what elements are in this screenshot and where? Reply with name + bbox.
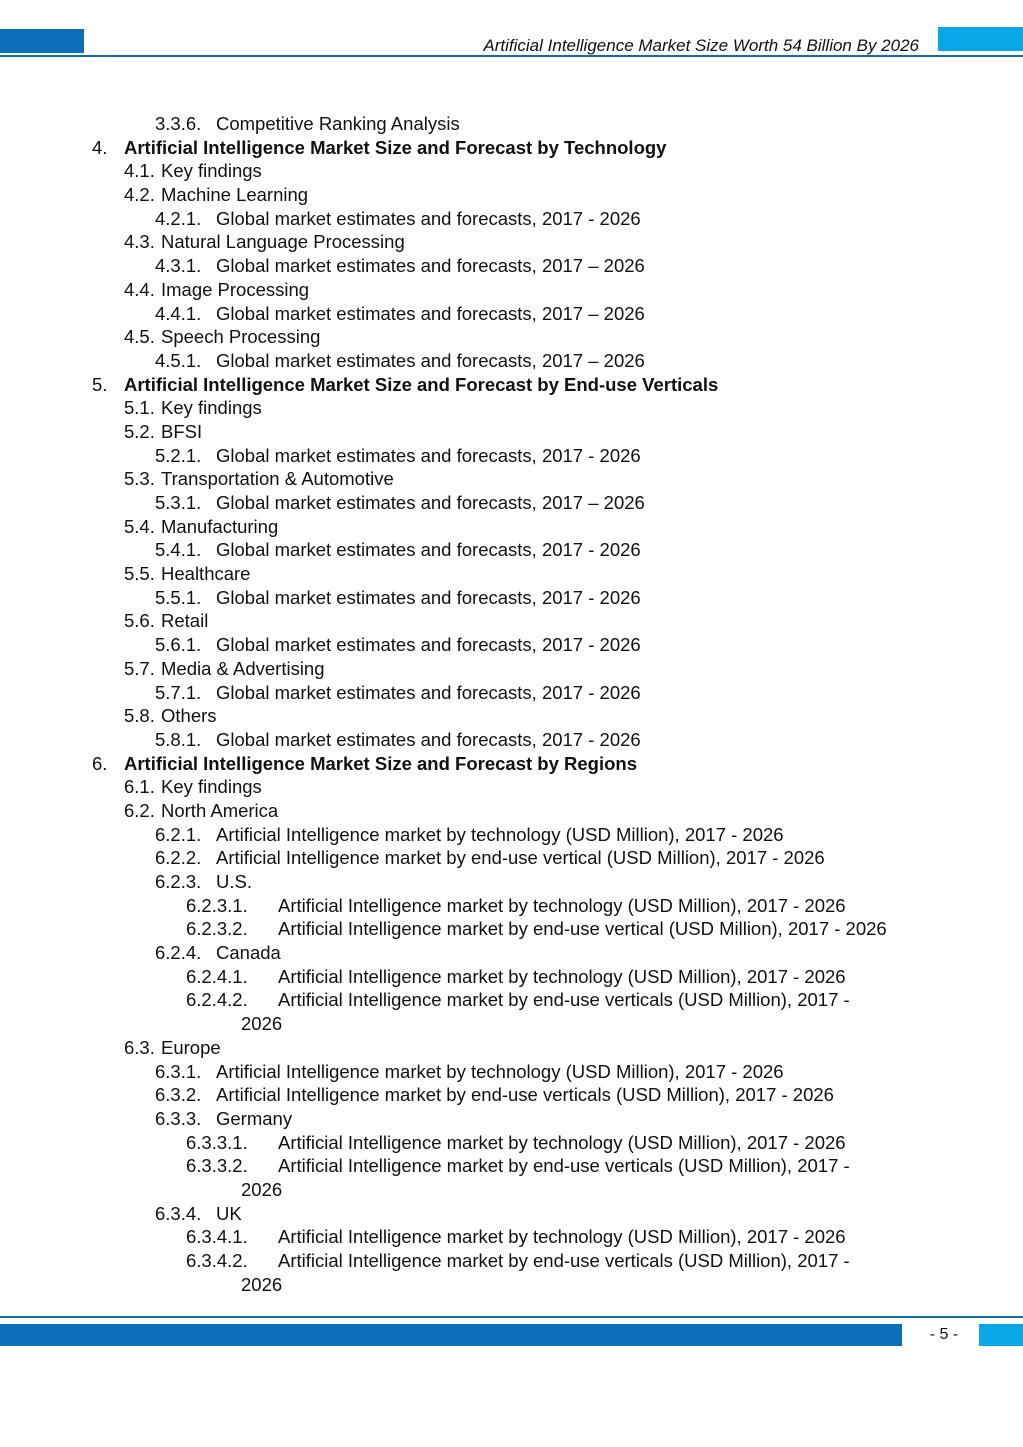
- toc-entry-text: Europe: [161, 1036, 221, 1058]
- toc-entry-text: Retail: [161, 610, 209, 632]
- toc-entry: [0, 159, 1023, 183]
- toc-entry: [0, 230, 1023, 254]
- toc-entry: [0, 278, 1023, 302]
- toc-entry-text: Healthcare: [161, 563, 251, 585]
- toc-entry: [0, 609, 1023, 633]
- page-number: - 5 -: [929, 1326, 959, 1343]
- toc-entry-number: 6.2.3.: [155, 871, 202, 892]
- toc-entry: [0, 302, 1023, 326]
- toc-entry: [0, 870, 1023, 894]
- toc-entry: [0, 254, 1023, 278]
- toc-entry: [0, 775, 1023, 799]
- toc-entry-number: 4.: [92, 136, 108, 158]
- toc-entry: [0, 207, 1023, 231]
- toc-entry-text: Germany: [216, 1107, 293, 1129]
- toc-entry-number: 6.3.: [124, 1036, 155, 1058]
- toc-entry-number: 6.2.3.1.: [186, 894, 248, 916]
- toc-entry: [0, 681, 1023, 705]
- toc-entry: [0, 965, 1023, 989]
- toc-entry-number: 5.6.1.: [155, 634, 202, 656]
- toc-entry-text: 2026: [241, 1013, 283, 1035]
- toc-entry-text: Artificial Intelligence market by technology (USD Million), 2017 - 2026: [278, 1226, 846, 1248]
- table-of-contents: [0, 112, 1023, 1296]
- toc-entry: [0, 1202, 1023, 1226]
- toc-entry: [0, 1107, 1023, 1131]
- toc-entry: [0, 1131, 1023, 1155]
- toc-entry-number: 6.3.1.: [155, 1060, 202, 1082]
- toc-entry-text: U.S.: [216, 871, 252, 892]
- toc-entry-number: 6.1.: [124, 776, 155, 798]
- toc-entry-number: 6.2.4.1.: [186, 965, 248, 987]
- toc-entry: [0, 823, 1023, 847]
- toc-entry: [0, 657, 1023, 681]
- toc-entry: [0, 112, 1023, 136]
- toc-entry: [0, 846, 1023, 870]
- toc-entry-text: Global market estimates and forecasts, 2017 – 2026: [216, 302, 645, 324]
- toc-entry-text: Global market estimates and forecasts, 2017 - 2026: [216, 634, 641, 656]
- toc-entry: [0, 1083, 1023, 1107]
- toc-entry-number: 5.8.1.: [155, 728, 202, 750]
- toc-entry-number: 4.4.: [124, 278, 155, 300]
- toc-entry-continuation: [0, 1178, 1023, 1202]
- toc-entry: [0, 373, 1023, 397]
- toc-entry-number: 6.3.4.: [155, 1202, 202, 1224]
- toc-entry: [0, 1249, 1023, 1273]
- toc-entry-text: Artificial Intelligence Market Size and Forecast by End-use Verticals: [124, 373, 719, 395]
- toc-entry: [0, 799, 1023, 823]
- toc-entry: [0, 941, 1023, 965]
- toc-entry-number: 5.3.1.: [155, 492, 202, 513]
- toc-entry-number: 5.4.: [124, 515, 155, 537]
- toc-entry-text: Global market estimates and forecasts, 2017 - 2026: [216, 681, 641, 703]
- toc-entry-number: 5.5.1.: [155, 586, 202, 608]
- toc-entry-text: Artificial Intelligence market by end-use vertical (USD Million), 2017 - 2026: [216, 847, 825, 869]
- toc-entry-text: 2026: [241, 1178, 283, 1200]
- toc-entry-text: Media & Advertising: [161, 657, 325, 679]
- toc-entry: [0, 515, 1023, 539]
- toc-entry-number: 6.3.3.: [155, 1107, 202, 1129]
- header-accent-right: [938, 27, 1023, 51]
- toc-entry-text: Artificial Intelligence market by end-use verticals (USD Million), 2017 -: [278, 989, 850, 1011]
- toc-entry-text: Global market estimates and forecasts, 2017 - 2026: [216, 728, 641, 750]
- toc-entry-text: Manufacturing: [161, 515, 279, 537]
- toc-entry-text: Competitive Ranking Analysis: [216, 113, 460, 134]
- header-title: Artificial Intelligence Market Size Worth 54 Billion By 2026: [483, 36, 919, 55]
- toc-entry-text: North America: [161, 799, 279, 821]
- toc-entry-number: 5.7.1.: [155, 681, 202, 703]
- toc-entry-number: 6.2.4.: [155, 942, 202, 964]
- toc-entry-text: Transportation & Automotive: [161, 468, 394, 490]
- toc-entry-number: 5.6.: [124, 610, 155, 632]
- toc-entry-text: Key findings: [161, 160, 262, 182]
- toc-entry: [0, 325, 1023, 349]
- toc-entry-text: Global market estimates and forecasts, 2017 - 2026: [216, 586, 641, 608]
- toc-entry-text: Artificial Intelligence market by end-use verticals (USD Million), 2017 -: [278, 1250, 850, 1271]
- toc-entry-text: Global market estimates and forecasts, 2017 - 2026: [216, 207, 641, 229]
- toc-entry-continuation: [0, 1012, 1023, 1036]
- toc-entry-number: 4.5.1.: [155, 349, 202, 371]
- toc-entry-number: 4.3.1.: [155, 255, 202, 277]
- toc-entry-number: 5.4.1.: [155, 539, 202, 561]
- toc-entry: [0, 349, 1023, 373]
- toc-entry-text: Artificial Intelligence market by technology (USD Million), 2017 - 2026: [216, 1060, 784, 1082]
- toc-entry-number: 6.2.3.2.: [186, 918, 248, 940]
- toc-entry-text: Canada: [216, 942, 281, 964]
- toc-entry: [0, 752, 1023, 776]
- toc-entry-text: Artificial Intelligence market by technology (USD Million), 2017 - 2026: [278, 1131, 846, 1153]
- toc-entry-text: Global market estimates and forecasts, 2017 – 2026: [216, 255, 645, 277]
- toc-entry-number: 6.3.2.: [155, 1084, 202, 1106]
- toc-entry-text: BFSI: [161, 420, 203, 442]
- footer-accent-right: [979, 1324, 1023, 1346]
- toc-entry-text: Artificial Intelligence market by end-use verticals (USD Million), 2017 -: [278, 1155, 850, 1177]
- header-rule: [0, 55, 1023, 57]
- toc-entry-number: 5.8.: [124, 705, 155, 727]
- toc-entry: [0, 1036, 1023, 1060]
- toc-entry: [0, 633, 1023, 657]
- toc-entry: [0, 704, 1023, 728]
- toc-entry-number: 5.2.1.: [155, 444, 202, 466]
- toc-entry: [0, 988, 1023, 1012]
- toc-entry-text: Artificial Intelligence Market Size and Forecast by Regions: [124, 752, 638, 774]
- toc-entry-number: 6.2.2.: [155, 847, 202, 869]
- toc-entry-number: 3.3.6.: [155, 113, 202, 134]
- toc-entry: [0, 444, 1023, 468]
- toc-entry-number: 4.2.: [124, 184, 155, 206]
- toc-entry: [0, 586, 1023, 610]
- toc-entry-number: 5.2.: [124, 420, 155, 442]
- footer-bar: [0, 1324, 902, 1346]
- toc-entry-text: UK: [216, 1202, 242, 1224]
- toc-entry-number: 6.: [92, 752, 108, 774]
- toc-entry-text: Speech Processing: [161, 326, 321, 348]
- toc-entry-text: Artificial Intelligence market by technology (USD Million), 2017 - 2026: [278, 894, 846, 916]
- toc-entry-number: 5.1.: [124, 397, 155, 419]
- toc-entry: [0, 1225, 1023, 1249]
- toc-entry-number: 4.3.: [124, 231, 155, 253]
- toc-entry-text: Image Processing: [161, 278, 310, 300]
- toc-entry-text: Machine Learning: [161, 184, 309, 206]
- toc-entry-text: Global market estimates and forecasts, 2017 - 2026: [216, 539, 641, 561]
- toc-entry-number: 4.4.1.: [155, 302, 202, 324]
- toc-entry: [0, 396, 1023, 420]
- toc-entry: [0, 562, 1023, 586]
- toc-entry-number: 6.3.4.1.: [186, 1226, 248, 1248]
- toc-entry-number: 6.2.1.: [155, 823, 202, 845]
- toc-entry-number: 6.2.4.2.: [186, 989, 248, 1011]
- toc-entry-text: Artificial Intelligence market by technology (USD Million), 2017 - 2026: [216, 823, 784, 845]
- toc-entry: [0, 136, 1023, 160]
- toc-entry-text: Artificial Intelligence Market Size and Forecast by Technology: [124, 136, 667, 158]
- toc-entry-number: 5.7.: [124, 657, 155, 679]
- toc-entry-text: Others: [161, 705, 217, 727]
- toc-entry-text: Global market estimates and forecasts, 2017 - 2026: [216, 444, 641, 466]
- toc-entry-number: 4.1.: [124, 160, 155, 182]
- toc-entry-text: Natural Language Processing: [161, 231, 405, 253]
- toc-entry-number: 4.2.1.: [155, 207, 202, 229]
- toc-entry-number: 6.2.: [124, 799, 155, 821]
- toc-entry: [0, 538, 1023, 562]
- toc-entry: [0, 467, 1023, 491]
- toc-entry: [0, 894, 1023, 918]
- toc-entry-number: 6.3.3.1.: [186, 1131, 248, 1153]
- toc-entry: [0, 1060, 1023, 1084]
- toc-entry-number: 6.3.3.2.: [186, 1155, 248, 1177]
- toc-entry-text: 2026: [241, 1273, 283, 1295]
- toc-entry-text: Artificial Intelligence market by end-use verticals (USD Million), 2017 - 2026: [216, 1084, 834, 1106]
- toc-entry-number: 5.: [92, 373, 108, 395]
- header-accent-left: [0, 29, 84, 53]
- toc-entry-number: 5.3.: [124, 468, 155, 490]
- toc-entry-text: Global market estimates and forecasts, 2017 – 2026: [216, 492, 645, 513]
- footer-rule: [0, 1316, 1023, 1318]
- toc-entry-number: 5.5.: [124, 563, 155, 585]
- toc-entry-number: 4.5.: [124, 326, 155, 348]
- toc-entry: [0, 728, 1023, 752]
- toc-entry-text: Global market estimates and forecasts, 2017 – 2026: [216, 349, 645, 371]
- toc-entry: [0, 183, 1023, 207]
- toc-entry-text: Artificial Intelligence market by end-use vertical (USD Million), 2017 - 2026: [278, 918, 887, 940]
- toc-entry-text: Key findings: [161, 397, 262, 419]
- toc-entry: [0, 917, 1023, 941]
- toc-entry-number: 6.3.4.2.: [186, 1250, 248, 1271]
- toc-entry-continuation: [0, 1273, 1023, 1297]
- toc-entry-text: Artificial Intelligence market by technology (USD Million), 2017 - 2026: [278, 965, 846, 987]
- toc-entry: [0, 420, 1023, 444]
- toc-entry-text: Key findings: [161, 776, 262, 798]
- toc-entry: [0, 1154, 1023, 1178]
- toc-entry: [0, 491, 1023, 515]
